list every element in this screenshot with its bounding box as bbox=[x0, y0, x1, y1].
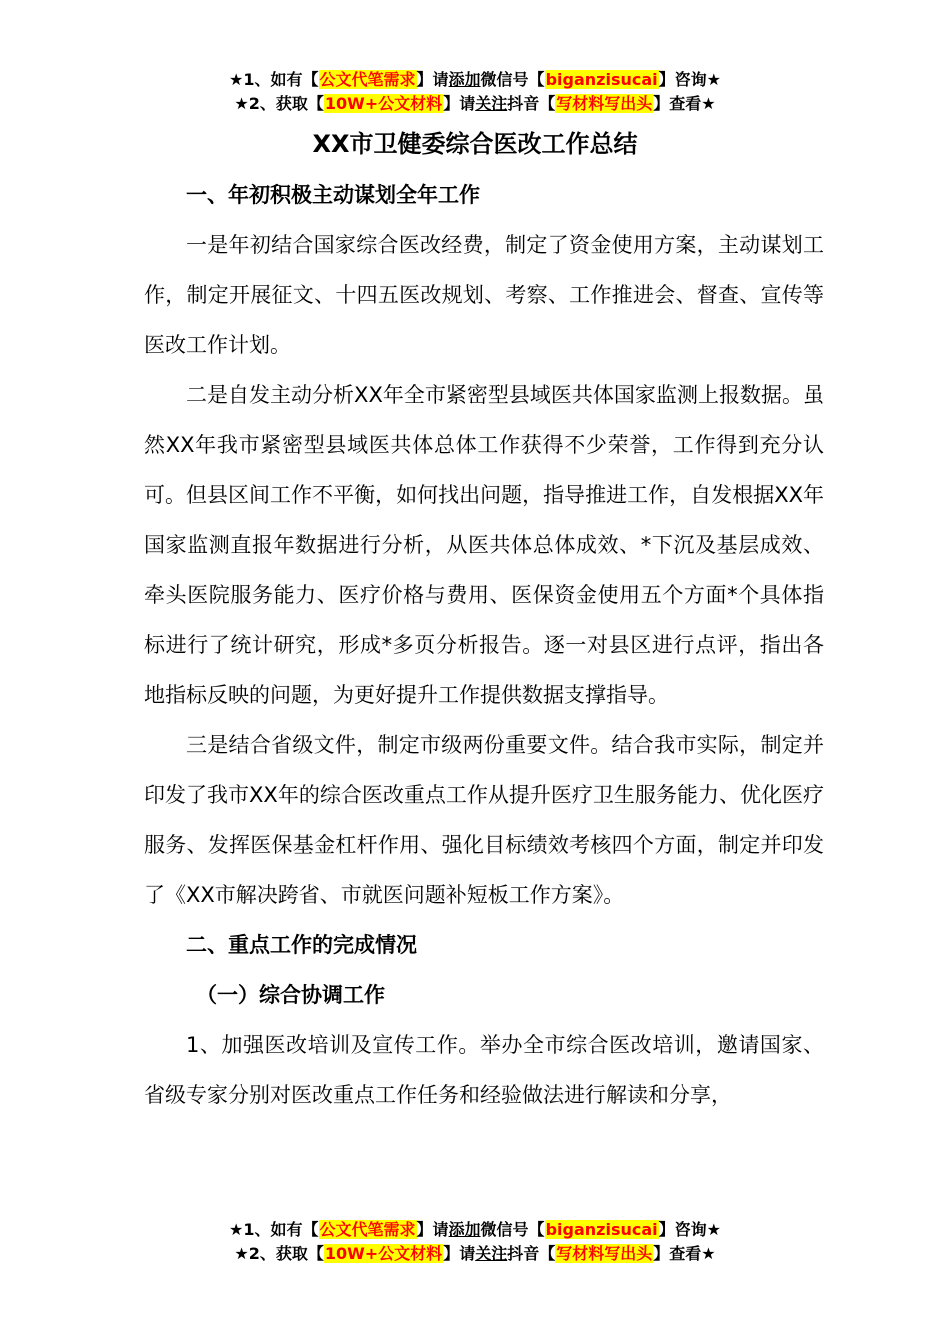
section-heading-2: 二、重点工作的完成情况 bbox=[186, 933, 417, 957]
banner-highlight: 10W+公文材料 bbox=[324, 1244, 443, 1263]
banner-underlined: 关注 bbox=[475, 94, 508, 113]
paragraph-1: 一是年初结合国家综合医改经费，制定了资金使用方案，主动谋划工作，制定开展征文、十四五医改规划、考察、工作推进会、督查、宣传等医改工作计划。 bbox=[144, 233, 824, 357]
banner-underlined: 添加 bbox=[448, 70, 481, 89]
top-banner bbox=[0, 68, 950, 116]
subsection-heading-1: （一）综合协调工作 bbox=[196, 983, 385, 1007]
banner-text: 】查看★ bbox=[653, 94, 716, 113]
banner-text: 抖音【 bbox=[507, 94, 556, 113]
banner-text: 微信号【 bbox=[480, 1220, 545, 1239]
banner-underlined: 添加 bbox=[448, 1220, 481, 1239]
banner-line-1 bbox=[0, 1218, 950, 1242]
bottom-banner bbox=[0, 1218, 950, 1266]
banner-highlight: 写材料写出头 bbox=[556, 94, 653, 113]
section-heading-1: 一、年初积极主动谋划全年工作 bbox=[186, 183, 480, 207]
paragraph-2: 二是自发主动分析XX年全市紧密型县域医共体国家监测上报数据。虽然XX年我市紧密型县域医共体总体工作获得不少荣誉，工作得到充分认可。但县区间工作不平衡，如何找出问题，指导推进工作，自发根据XX年国家监测直报年数据进行分析，从医共体总体成效、*下沉及基层成效、牵头医院服务能力、医疗价格与费用、医保资金使用五个方面*个具体指标进行了统计研究，形成*多页分析报告。逐一对县区进行点评，指出各地指标反映的问题，为更好提升工作提供数据支撑指导。 bbox=[144, 383, 824, 707]
banner-text: ★2、获取【 bbox=[234, 94, 324, 113]
banner-text: ★2、获取【 bbox=[234, 1244, 324, 1263]
banner-text: 微信号【 bbox=[480, 70, 545, 89]
banner-line-2 bbox=[0, 92, 950, 116]
banner-underlined: 关注 bbox=[475, 1244, 508, 1263]
banner-text: 】请 bbox=[416, 70, 449, 89]
banner-text: 】查看★ bbox=[653, 1244, 716, 1263]
banner-highlight: 公文代笔需求 bbox=[319, 70, 416, 89]
banner-text: 】请 bbox=[416, 1220, 449, 1239]
banner-text: 】请 bbox=[443, 1244, 476, 1263]
paragraph-3: 三是结合省级文件，制定市级两份重要文件。结合我市实际，制定并印发了我市XX年的综合医改重点工作从提升医疗卫生服务能力、优化医疗服务、发挥医保基金杠杆作用、强化目标绩效考核四个方面，制定并印发了《XX市解决跨省、市就医问题补短板工作方案》。 bbox=[144, 733, 824, 907]
banner-line-1 bbox=[0, 68, 950, 92]
banner-text: 】咨询★ bbox=[658, 1220, 721, 1239]
banner-line-2 bbox=[0, 1242, 950, 1266]
banner-highlight: biganzisucai bbox=[545, 70, 658, 89]
banner-highlight: 写材料写出头 bbox=[556, 1244, 653, 1263]
banner-highlight: 10W+公文材料 bbox=[324, 94, 443, 113]
banner-text: 】请 bbox=[443, 94, 476, 113]
paragraph-4: 1、加强医改培训及宣传工作。举办全市综合医改培训，邀请国家、省级专家分别对医改重点工作任务和经验做法进行解读和分享， bbox=[144, 1033, 824, 1107]
banner-text: ★1、如有【 bbox=[229, 1220, 319, 1239]
document-title: XX市卫健委综合医改工作总结 bbox=[312, 130, 638, 158]
banner-text: 】咨询★ bbox=[658, 70, 721, 89]
document-body bbox=[144, 170, 824, 1120]
banner-highlight: 公文代笔需求 bbox=[319, 1220, 416, 1239]
banner-text: 抖音【 bbox=[507, 1244, 556, 1263]
banner-text: ★1、如有【 bbox=[229, 70, 319, 89]
banner-highlight: biganzisucai bbox=[545, 1220, 658, 1239]
